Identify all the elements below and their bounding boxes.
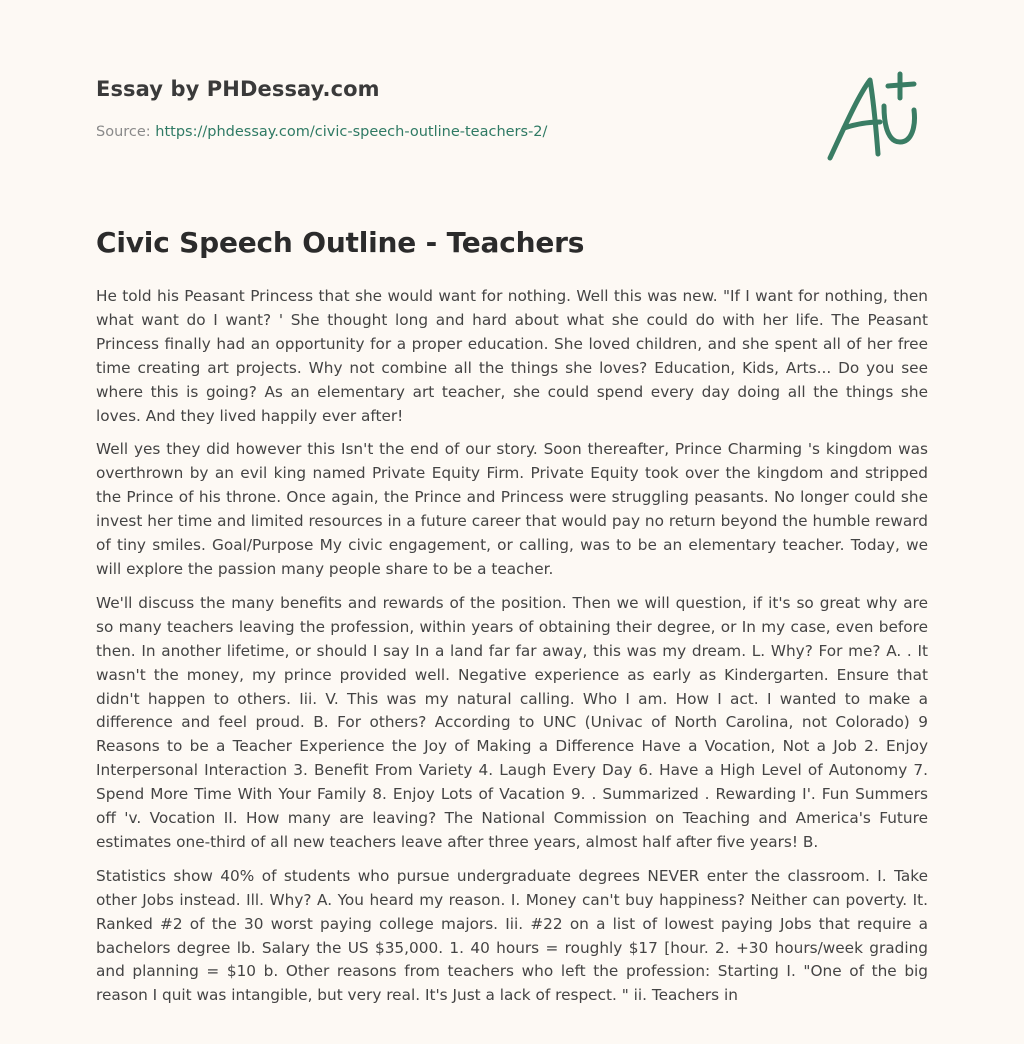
paragraph: He told his Peasant Princess that she would want for nothing. Well this was new. "If I want for nothing, then what want do I want? ' She thought long and hard about what she could do with her life. The Peasant Princess finally had an opportunity for a proper education. She loved children, and she spent all of her free time creating art projects. Why not combine all the things she loves? Education, Kids, Arts... Do you see where this is going? As an elementary art teacher, she could spend every day doing all the things she loves. And they lived happily ever after!	[96, 287, 928, 425]
paragraph: We'll discuss the many benefits and rewards of the position. Then we will question, if it's so great why are so many teachers leaving the profession, within years of obtaining their degree, or In my case, even before then. In another lifetime, or should I say In a land far far away, this was my dream. L. Why? For me? A. . It wasn't the money, my prince provided well. Negative experience as early as Kindergarten. Ensure that didn't happen to others. Iii. V. This was my natural calling. Who I am. How I act. I wanted to make a difference and feel proud. B. For others? According to UNC (Univac of North Carolina, not Colorado) 9 Reasons to be a Teacher Experience the Joy of Making a Difference Have a Vocation, Not a Job 2. Enjoy Interpersonal Interaction 3. Benefit From Variety 4. Laugh Every Day 6. Have a High Level of Autonomy 7. Spend More Time With Your Family 8. Enjoy Lots of Vacation 9. . Summarized . Rewarding I'. Fun Summers off 'v. Vocation II. How many are leaving? The National Commission on Teaching and America's Future estimates one-third of all new teachers leave after three years, almost half after five years! B.	[96, 593, 928, 851]
a-plus-grade-icon	[824, 70, 924, 162]
page-header	[96, 0, 928, 190]
source-label: Source:	[96, 124, 156, 140]
source-link[interactable]: https://phdessay.com/civic-speech-outline-teachers-2/	[155, 124, 548, 140]
essay-page	[96, 0, 928, 1005]
essay-body	[96, 285, 928, 1018]
source-line	[96, 124, 547, 140]
paragraph: Statistics show 40% of students who pursue undergraduate degrees NEVER enter the classroom. I. Take other Jobs instead. Ill. Why? A. You heard my reason. I. Money can't buy happiness? Neither can poverty. It. Ranked #2 of the 30 worst paying college majors. Iii. #22 on a list of lowest paying Jobs that require a bachelors degree lb. Salary the US $35,000. 1. 40 hours = roughly $17 [hour. 2. +30 hours/week grading and planning = $10 b. Other reasons from teachers who left the profession: Starting I. "One of the big reason I quit was intangible, but very real. It's Just a lack of respect. " ii. Teachers in	[96, 866, 928, 1005]
essay-title: Civic Speech Outline - Teachers	[96, 226, 585, 259]
paragraph: Well yes they did however this Isn't the end of our story. Soon thereafter, Prince Charming 's kingdom was overthrown by an evil king named Private Equity Firm. Private Equity took over the kingdom and stripped the Prince of his throne. Once again, the Prince and Princess were struggling peasants. No longer could she invest her time and limited resources in a future career that would pay no return beyond the humble reward of tiny smiles. Goal/Purpose My civic engagement, or calling, was to be an elementary teacher. Today, we will explore the passion many people share to be a teacher.	[96, 440, 928, 578]
site-title: Essay by PHDessay.com	[96, 77, 380, 101]
